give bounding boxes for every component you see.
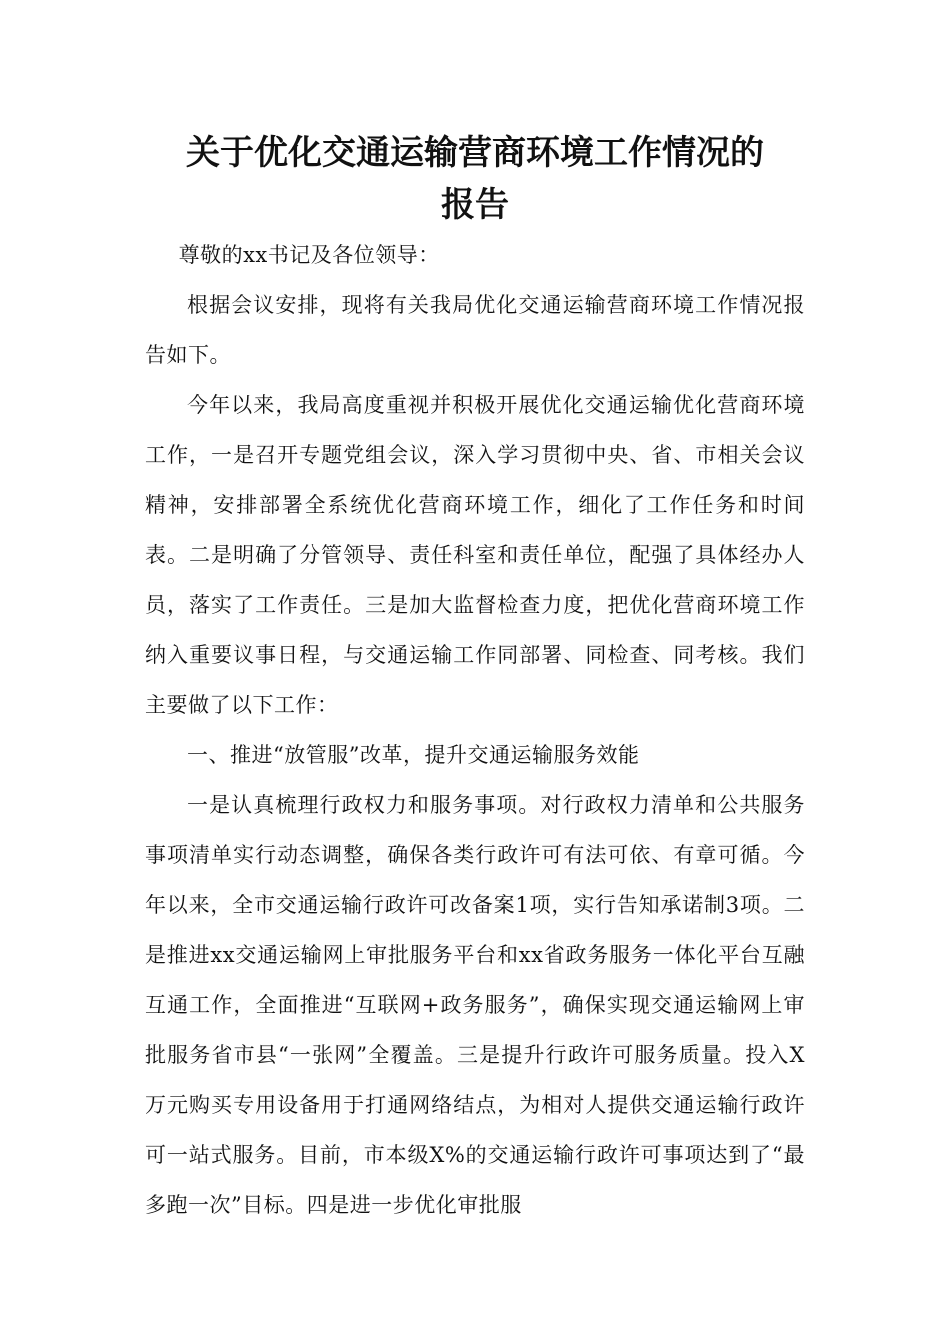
document-body (145, 230, 805, 1230)
greeting: 尊敬的xx书记及各位领导： (178, 243, 440, 267)
paragraph-intro: 根据会议安排，现将有关我局优化交通运输营商环境工作情况报告如下。 (145, 293, 805, 367)
document-title-line-1: 关于优化交通运输营商环境工作情况的 (186, 133, 764, 173)
paragraph-overview: 今年以来，我局高度重视并积极开展优化交通运输优化营商环境工作，一是召开专题党组会议，深入学习贯彻中央、省、市相关会议精神，安排部署全系统优化营商环境工作，细化了工作任务和时间表。二是明确了分管领导、责任科室和责任单位，配强了具体经办人员，落实了工作责任。三是加大监督检查力度，把优化营商环境工作纳入重要议事日程，与交通运输工作同部署、同检查、同考核。我们主要做了以下工作： (145, 393, 805, 717)
paragraph-section-1: 一是认真梳理行政权力和服务事项。对行政权力清单和公共服务事项清单实行动态调整，确保各类行政许可有法可依、有章可循。今年以来，全市交通运输行政许可改备案1项，实行告知承诺制3项。二是推进xx交通运输网上审批服务平台和xx省政务服务一体化平台互融互通工作，全面推进“互联网+政务服务”，确保实现交通运输网上审批服务省市县“一张网”全覆盖。三是提升行政许可服务质量。投入X万元购买专用设备用于打通网络结点，为相对人提供交通运输行政许可一站式服务。目前，市本级X%的交通运输行政许可事项达到了“最多跑一次”目标。四是进一步优化审批服 (145, 793, 805, 1217)
section-heading-1: 一、推进“放管服”改革，提升交通运输服务效能 (187, 743, 640, 767)
document-title-line-2: 报告 (441, 185, 509, 225)
